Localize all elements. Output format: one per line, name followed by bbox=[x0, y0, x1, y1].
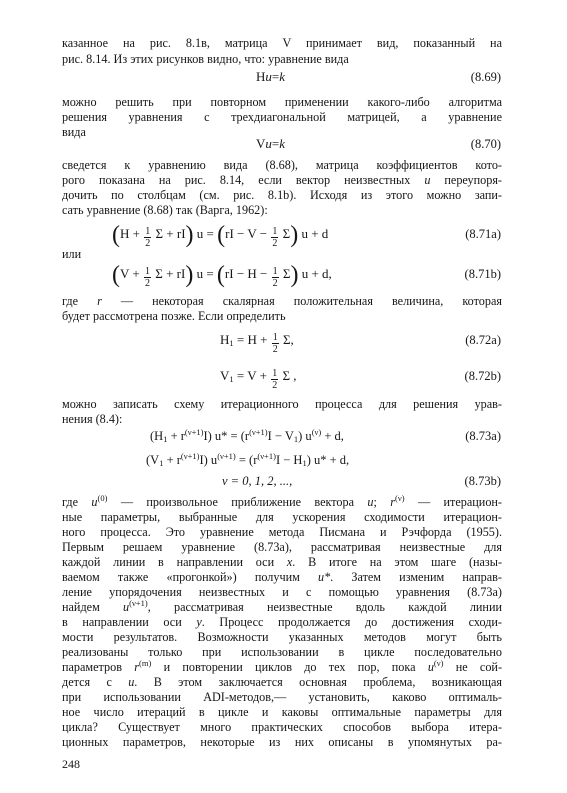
equation-number: (8.70) bbox=[470, 137, 501, 151]
text-line: параметров $r^{(m)}$ и повторении циклов до тех пор, пока $u^{(\nu)}$ не сой- bbox=[62, 660, 502, 674]
text-line: будет рассмотрена позже. Если определить bbox=[62, 309, 286, 323]
text-line: цикла? Существует много практических способов выбора итера- bbox=[62, 720, 502, 734]
text-line: можно решить при повторном применении какого-либо алгоритма bbox=[62, 95, 502, 109]
equation-number: (8.72b) bbox=[464, 369, 501, 383]
text-line: решения уравнения с трехдиагональной матрицей, а уравнение bbox=[62, 110, 502, 124]
text-line: сведется к уравнению вида (8.68), матрица коэффициентов кото- bbox=[62, 158, 502, 172]
text-line: казанное на рис. 8.1в, матрица V принимает вид, показанный на bbox=[62, 36, 502, 50]
equation-8-72b: $V_1 = V$ + $\frac{1}{2}$ Σ , bbox=[220, 368, 297, 391]
equation-8-72a: $H_1 = H$ + $\frac{1}{2}$ Σ, bbox=[220, 332, 294, 355]
equation-number: (8.71a) bbox=[465, 227, 501, 241]
text-line: дется с u. В этом заключается основная проблема, возникающая bbox=[62, 675, 502, 689]
text-line: ционных параметров, некоторые из них описаны в упомянутых ра- bbox=[62, 735, 502, 749]
text-line: реализованы только при использовании в цикле последовательно bbox=[62, 645, 502, 659]
text-line: рого показана на рис. 8.14, если вектор неизвестных u переупоря- bbox=[62, 173, 502, 187]
text-line: вида bbox=[62, 125, 86, 139]
text-line: ные параметры, выбранные для ускорения сходимости итерацион- bbox=[62, 510, 502, 524]
equation-number: (8.71b) bbox=[464, 267, 501, 281]
text-line: рис. 8.14. Из этих рисунков видно, что: уравнение вида bbox=[62, 52, 349, 66]
page-number: 248 bbox=[62, 757, 80, 771]
text-line: где $u^{(0)}$ — произвольное приближение вектора u; $r^{(\nu)}$ — итерацион- bbox=[62, 495, 502, 509]
text-line: ление упорядочения неизвестных и с помощью уравнения (8.73a) bbox=[62, 585, 502, 599]
text-line: можно записать схему итерационного процесса для решения урав- bbox=[62, 397, 502, 411]
text-line: в направлении оси y. Процесс продолжается до достижения сходи- bbox=[62, 615, 502, 629]
text-line: мости результатов. Возможности указанных методов могут быть bbox=[62, 630, 502, 644]
text-line: дочить по столбцам (см. рис. 8.1b). Исходя из этого можно запи- bbox=[62, 188, 502, 202]
text-line: сать уравнение (8.68) так (Варга, 1962): bbox=[62, 203, 268, 217]
text-line: ваемом также «прогонкой») получим u*. Затем изменим направ- bbox=[62, 570, 502, 584]
text-line: ное число итераций в цикле и каковы оптимальные параметры для bbox=[62, 705, 502, 719]
text-line: ного процесса. Это уравнение метода Писмана и Рэчфорда (1955). bbox=[62, 525, 502, 539]
text-line: или bbox=[62, 247, 82, 261]
text-line: нения (8.4): bbox=[62, 412, 123, 426]
equation-number: (8.73a) bbox=[465, 429, 501, 443]
text-line: каждой линии в направлении оси x. В итоге на этом шаге (назы- bbox=[62, 555, 502, 569]
equation-number: (8.72a) bbox=[465, 333, 501, 347]
equation-8-73a: $(H_1 + r^{(\nu+1)}I) u* = (r^{(\nu+1)}I - V_1) u^{(\nu)} + d$, bbox=[150, 427, 344, 444]
text-line: где r — некоторая скалярная положительная величина, которая bbox=[62, 294, 502, 308]
equation-8-73b: ν = 0, 1, 2, ..., bbox=[222, 474, 293, 488]
equation-8-73-second: $(V_1 + r^{(\nu+1)}I) u^{(\nu+1)} = (r^{(\nu+1)}I - H_1) u* + d$, bbox=[146, 451, 350, 468]
equation-number: (8.69) bbox=[470, 70, 501, 84]
equation-8-70: Vu=k bbox=[256, 136, 286, 151]
equation-8-71b: (V + $\frac{1}{2}$ Σ + rI) u = (rI − H − $\frac{1}{2}$ Σ) u + d, bbox=[112, 262, 332, 289]
equation-8-69: Hu=k bbox=[256, 69, 286, 84]
text-line: Первым решаем уравнение (8.73a), рассматривая неизвестные для bbox=[62, 540, 502, 554]
equation-number: (8.73b) bbox=[464, 474, 501, 488]
text-line: при использовании ADI-методов,— установить, каково оптималь- bbox=[62, 690, 502, 704]
equation-8-71a: (H + $\frac{1}{2}$ Σ + rI) u = (rI − V − $\frac{1}{2}$ Σ) u + d bbox=[112, 222, 329, 249]
text-line: найдем $u^{(\nu+1)}$, рассматривая неизвестные вдоль каждой линии bbox=[62, 600, 502, 614]
